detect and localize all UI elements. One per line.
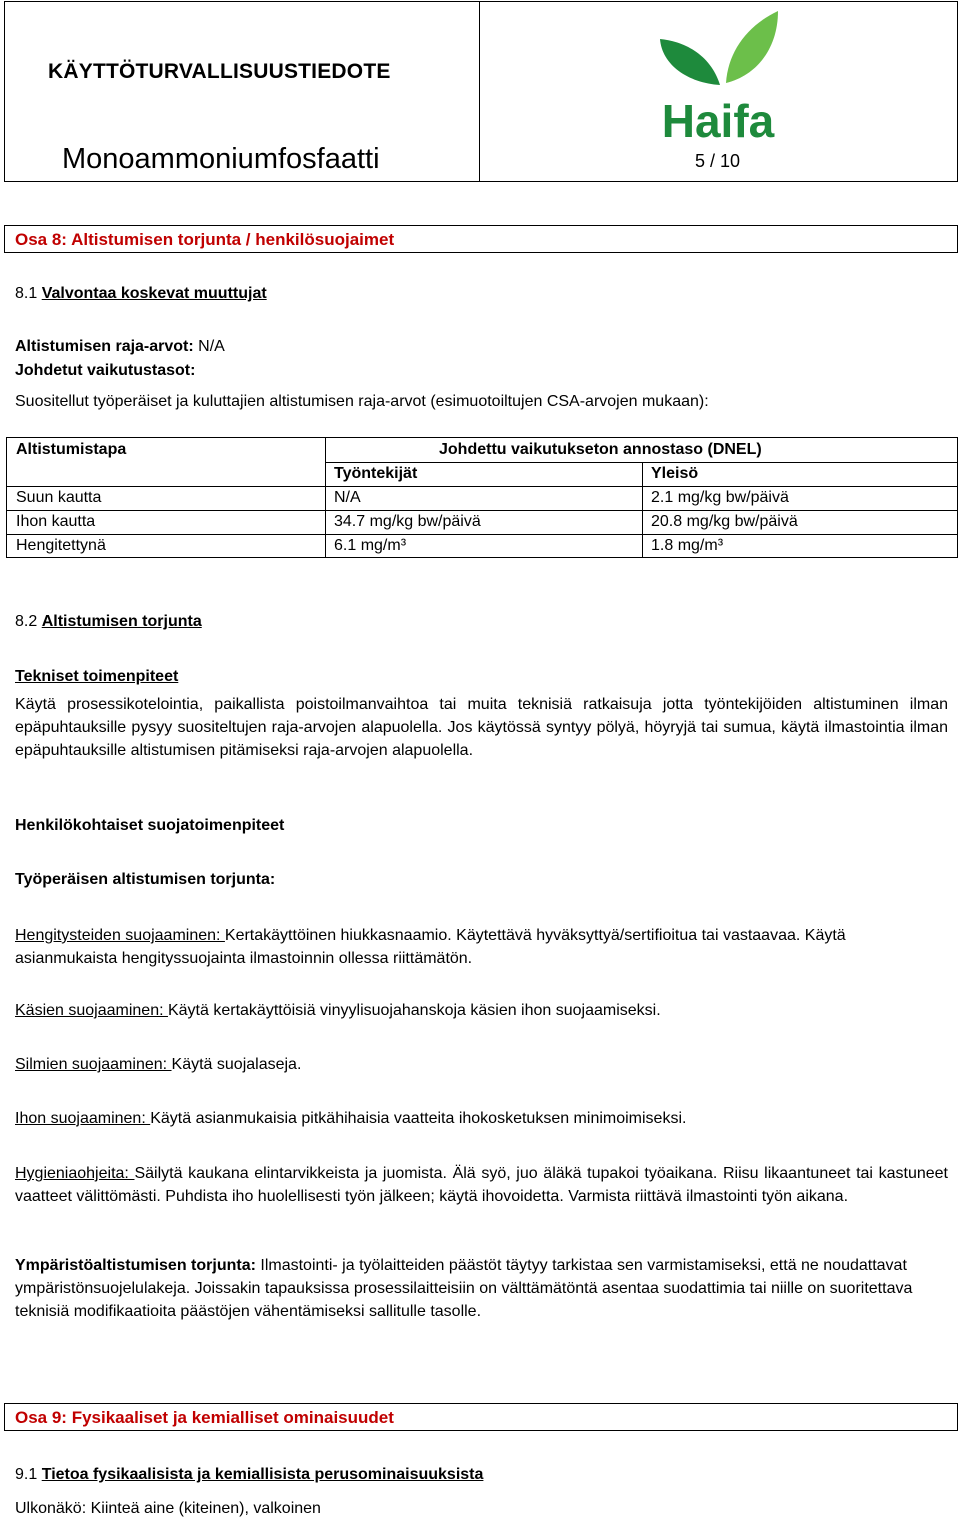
hand-protection-text: Käytä kertakäyttöisiä vinyylisuojahanskoja käsien ihon suojaamiseksi.	[167, 1002, 661, 1019]
table-header-workers: Työntekijät	[334, 465, 418, 482]
haifa-logo	[648, 3, 788, 148]
subsection-8-2-number: 8.2	[15, 613, 38, 630]
subsection-8-1-number: 8.1	[15, 285, 38, 302]
appearance-text: Ulkonäkö: Kiinteä aine (kiteinen), valkoinen	[15, 1500, 321, 1517]
table-line	[7, 486, 957, 487]
table-cell-general: 20.8 mg/kg bw/päivä	[651, 513, 798, 530]
environmental-exposure-text: Ilmastointi- ja työlaitteiden päästöt täytyy tarkistaa sen varmistamiseksi, että ne noudattavat ympäristönsuojelulakeja. Joissakin tapauksissa prosessilaitteisiin on välttämätöntä asentaa suodattimia tai niille on suoritettava teknisiä modifikaatioita päästöjen vähentämiseksi sallitulle tasolle.	[15, 1257, 913, 1320]
eye-protection-text: Käytä suojalaseja.	[171, 1056, 302, 1073]
product-name: Monoammoniumfosfaatti	[62, 143, 380, 175]
technical-measures-title: Tekniset toimenpiteet	[15, 668, 179, 685]
subsection-9-1	[15, 1466, 483, 1484]
table-line	[325, 462, 957, 463]
section-8-title: Osa 8: Altistumisen torjunta / henkilösuojaimet	[15, 230, 395, 249]
hand-protection-label: Käsien suojaaminen:	[15, 1002, 168, 1019]
table-line	[325, 438, 326, 557]
hand-protection	[15, 1002, 661, 1020]
table-line	[7, 534, 957, 535]
table-cell-route: Hengitettynä	[16, 537, 106, 554]
subsection-8-2-title: Altistumisen torjunta	[41, 613, 202, 630]
eye-protection-label: Silmien suojaaminen:	[15, 1056, 172, 1073]
table-cell-workers: 34.7 mg/kg bw/päivä	[334, 513, 481, 530]
table-cell-workers: N/A	[334, 489, 361, 506]
table-header-dnel: Johdettu vaikutukseton annostaso (DNEL)	[439, 441, 762, 458]
recommended-limits-text: Suositellut työperäiset ja kuluttajien altistumisen raja-arvot (esimuotoiltujen CSA-arvojen mukaan):	[15, 393, 709, 410]
environmental-exposure-label: Ympäristöaltistumisen torjunta:	[15, 1257, 256, 1274]
hygiene-label: Hygieniaohjeita:	[15, 1165, 135, 1182]
table-line	[642, 462, 643, 557]
hygiene-instructions	[15, 1162, 948, 1208]
subsection-9-1-number: 9.1	[15, 1466, 38, 1483]
document-title: KÄYTTÖTURVALLISUUSTIEDOTE	[48, 60, 391, 83]
table-cell-route: Suun kautta	[16, 489, 102, 506]
exposure-limits	[15, 338, 225, 356]
table-header-route: Altistumistapa	[16, 441, 127, 458]
respiratory-protection-label: Hengitysteiden suojaaminen:	[15, 927, 225, 944]
skin-protection	[15, 1110, 686, 1128]
exposure-limits-value: N/A	[193, 338, 225, 355]
skin-protection-text: Käytä asianmukaisia pitkähihaisia vaatteita ihokosketuksen minimoimiseksi.	[150, 1110, 687, 1127]
technical-measures-text: Käytä prosessikotelointia, paikallista poistoilmanvaihtoa tai muita teknisiä ratkaisuja jotta työntekijöiden altistuminen ilman epäpuhtauksille pysyy suositeltujen raja-arvojen alapuolella. Jos käytössä syntyy pölyä, höyryjä tai sumua, käytä ilmastointia ilman epäpuhtauksille altistumisen pitämiseksi raja-arvojen alapuolella.	[15, 696, 948, 759]
subsection-8-1	[15, 285, 267, 303]
personal-protection-title: Henkilökohtaiset suojatoimenpiteet	[15, 817, 285, 834]
page-number: 5 / 10	[695, 151, 741, 171]
dnel-table	[6, 437, 958, 558]
table-cell-workers: 6.1 mg/m³	[334, 537, 407, 554]
derived-levels-label: Johdetut vaikutustasot:	[15, 362, 196, 379]
table-cell-general: 2.1 mg/kg bw/päivä	[651, 489, 789, 506]
table-cell-general: 1.8 mg/m³	[651, 537, 724, 554]
logo-wordmark: Haifa	[661, 95, 775, 143]
subsection-9-1-title: Tietoa fysikaalisista ja kemiallisista perusominaisuuksista	[41, 1466, 484, 1483]
header-divider	[479, 1, 480, 182]
skin-protection-label: Ihon suojaaminen:	[15, 1110, 151, 1127]
table-header-general: Yleisö	[651, 465, 699, 482]
haifa-leaf-icon	[648, 3, 788, 143]
hygiene-text: Säilytä kaukana elintarvikkeista ja juomista. Älä syö, juo äläkä tupakoi työaikana. Riisu likaantuneet tai kastuneet vaatteet välittömästi. Puhdista iho huolellisesti työn jälkeen; käytä ihovoidetta. Varmista riittävä ilmastointi työn aikana.	[15, 1165, 948, 1205]
table-line	[7, 510, 957, 511]
section-9-title: Osa 9: Fysikaaliset ja kemialliset ominaisuudet	[15, 1408, 394, 1427]
environmental-exposure	[15, 1254, 950, 1323]
subsection-8-1-title: Valvontaa koskevat muuttujat	[41, 285, 267, 302]
respiratory-protection	[15, 924, 920, 970]
exposure-limits-label: Altistumisen raja-arvot:	[15, 338, 194, 355]
eye-protection	[15, 1056, 301, 1074]
occupational-exposure-title: Työperäisen altistumisen torjunta:	[15, 871, 276, 888]
subsection-8-2	[15, 613, 202, 631]
respiratory-protection-text: Kertakäyttöinen hiukkasnaamio. Käytettävä hyväksyttyä/sertifioitua tai vastaavaa. Käytä asianmukaista hengityssuojainta ilmastoinnin ollessa riittämätön.	[15, 927, 846, 967]
table-cell-route: Ihon kautta	[16, 513, 96, 530]
